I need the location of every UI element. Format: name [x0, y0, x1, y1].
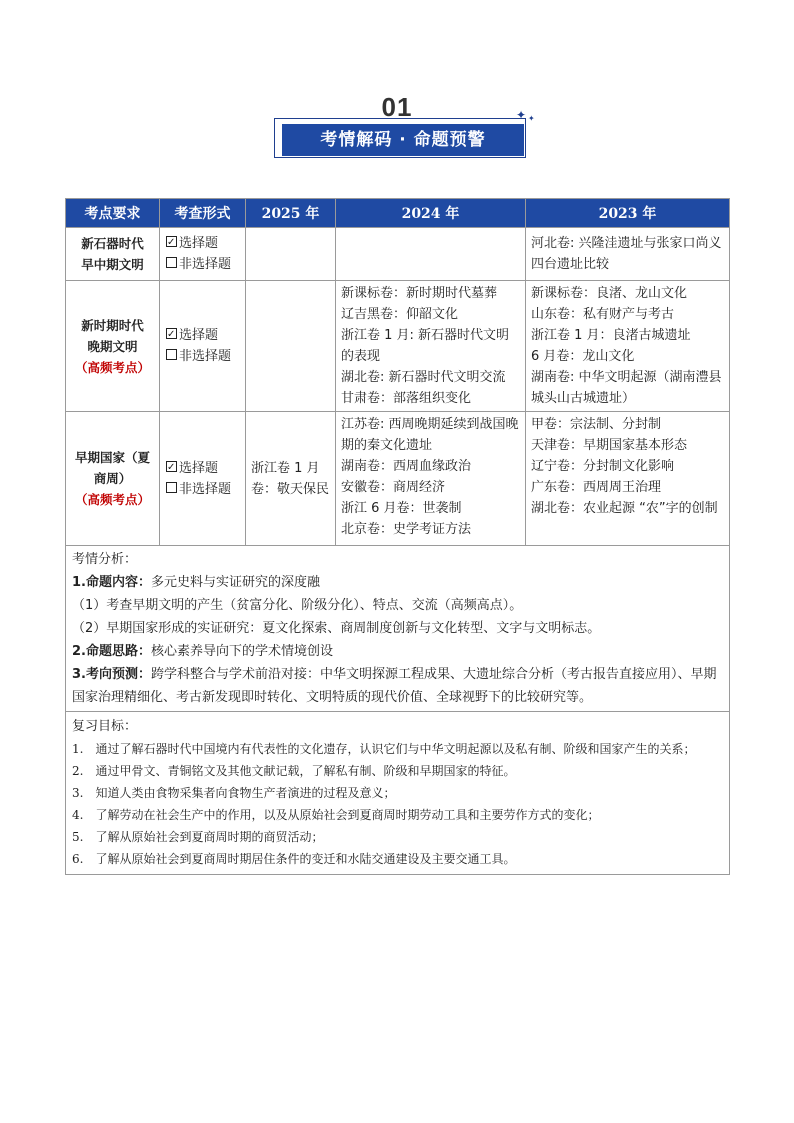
analysis-point-3: 3.考向预测：跨学科整合与学术前沿对接：中华文明探源工程成果、大遗址综合分析（考古报告直接应用）、早期国家治理精细化、考古新发现即时转化、文明特质的现代价值、全球视野下的比较研究等。 — [72, 667, 717, 705]
cell-2023 — [526, 228, 730, 281]
goal-item: 3. 知道人类由食物采集者向食物生产者演进的过程及意义； — [72, 786, 396, 800]
entry: 浙江卷 1 月: 新石器时代文明的表现 — [341, 328, 510, 364]
table-row — [66, 412, 730, 546]
hot-label: （高频考点） — [74, 359, 150, 375]
goal-item: 6. 了解从原始社会到夏商周时期居住条件的变迁和水陆交通建设及主要交通工具。 — [72, 852, 516, 866]
cell-2024 — [336, 412, 526, 546]
entry: 浙江卷 1 月卷：敬天保民 — [251, 460, 330, 497]
checked-box-icon — [166, 328, 177, 339]
option-nonchoice: 非选择题 — [166, 254, 244, 275]
entry: 湖北卷：农业起源 “农”字的创制 — [531, 501, 718, 516]
analysis-point-2: 2.命题思路：核心素养导向下的学术情境创设 — [72, 644, 333, 659]
exam-analysis-table — [65, 198, 730, 875]
cell-2025 — [246, 281, 336, 412]
topic-line: 晚期文明 — [87, 338, 138, 354]
analysis-point-1: 1.命题内容：多元史料与实证研究的深度融 — [72, 575, 320, 590]
entry: 浙江卷 1 月：良渚古城遗址 — [531, 328, 691, 343]
goal-item: 4. 了解劳动在社会生产中的作用，以及从原始社会到夏商周时期劳动工具和主要劳作方式的变化； — [72, 808, 600, 822]
analysis-row — [66, 546, 730, 712]
entry: 辽宁卷：分封制文化影响 — [531, 459, 675, 474]
entry: 北京卷：史学考证方法 — [341, 522, 472, 537]
analysis-subpoint: （1）考查早期文明的产生（贫富分化、阶级分化）、特点、交流（高频高点）。 — [72, 598, 523, 613]
cell-2023 — [526, 412, 730, 546]
checked-box-icon — [166, 236, 177, 247]
entry: 6 月卷：龙山文化 — [531, 349, 635, 364]
entry: 新课标卷：新时期时代墓葬 — [341, 286, 498, 301]
entry: 辽吉黑卷：仰韶文化 — [341, 307, 459, 322]
col-header-topic: 考点要求 — [66, 199, 160, 228]
table-header-row — [66, 199, 730, 228]
cell-2025 — [246, 412, 336, 546]
topic-line: 新石器时代 — [81, 236, 144, 251]
form-cell — [160, 281, 246, 412]
topic-cell — [66, 281, 160, 412]
empty-box-icon — [166, 257, 177, 268]
entry: 湖南卷：西周血缘政治 — [341, 459, 472, 474]
empty-box-icon — [166, 482, 177, 493]
sparkle-icon: ✦ — [516, 108, 527, 122]
form-cell — [160, 228, 246, 281]
table-row — [66, 281, 730, 412]
analysis-subpoint: （2）早期国家形成的实证研究：夏文化探索、商周制度创新与文化转型、文字与文明标志。 — [72, 621, 601, 636]
empty-box-icon — [166, 349, 177, 360]
topic-line: 新时期时代 — [81, 317, 144, 333]
goal-item: 1. 通过了解石器时代中国境内有代表性的文化遗存，认识它们与中华文明起源以及私有制、阶级和国家产生的关系； — [72, 742, 696, 756]
entry: 湖南卷: 中华文明起源（湖南澧县城头山古城遗址） — [531, 370, 722, 406]
topic-line: 早期国家（夏 — [74, 450, 150, 465]
goal-item: 2. 通过甲骨文、青铜铭文及其他文献记载，了解私有制、阶级和早期国家的特征。 — [72, 764, 516, 778]
topic-cell — [66, 228, 160, 281]
section-number: 01 — [381, 92, 413, 122]
banner-title: 考情解码 · 命题预警 — [282, 124, 524, 156]
sparkle-small-icon: ✦ — [528, 114, 535, 123]
option-nonchoice: 非选择题 — [166, 346, 244, 367]
option-choice: ✓选择题 — [166, 458, 244, 479]
option-nonchoice: 非选择题 — [166, 479, 244, 500]
entry: 甘肃卷：部落组织变化 — [341, 391, 472, 406]
entry: 天津卷：早期国家基本形态 — [531, 438, 688, 453]
checked-box-icon — [166, 461, 177, 472]
topic-line: 商周） — [93, 471, 132, 486]
col-header-2024: 2024 年 — [336, 199, 526, 228]
option-choice: ✓选择题 — [166, 233, 244, 254]
goals-heading: 复习目标： — [72, 719, 138, 734]
analysis-heading: 考情分析： — [72, 552, 138, 567]
entry: 江苏卷: 西周晚期延续到战国晚期的秦文化遗址 — [341, 417, 519, 453]
goal-item: 5. 了解从原始社会到夏商周时期的商贸活动； — [72, 830, 324, 844]
entry: 山东卷：私有财产与考古 — [531, 307, 675, 322]
analysis-cell — [66, 546, 730, 712]
entry: 新课标卷：良渚、龙山文化 — [531, 286, 688, 301]
entry: 甲卷：宗法制、分封制 — [531, 417, 662, 432]
col-header-form: 考查形式 — [160, 199, 246, 228]
cell-2025 — [246, 228, 336, 281]
goals-cell — [66, 712, 730, 875]
entry: 河北卷: 兴隆洼遗址与张家口尚义四台遗址比较 — [531, 236, 722, 272]
entry: 湖北卷: 新石器时代文明交流 — [341, 370, 506, 385]
table-row — [66, 228, 730, 281]
cell-2024 — [336, 281, 526, 412]
cell-2024 — [336, 228, 526, 281]
col-header-2025: 2025 年 — [246, 199, 336, 228]
section-banner — [274, 108, 536, 162]
entry: 广东卷：西周周王治理 — [531, 480, 662, 495]
topic-cell — [66, 412, 160, 546]
option-choice: ✓选择题 — [166, 325, 244, 346]
col-header-2023: 2023 年 — [526, 199, 730, 228]
hot-label: （高频考点） — [74, 492, 150, 507]
form-cell — [160, 412, 246, 546]
topic-line: 早中期文明 — [81, 257, 144, 272]
goals-row — [66, 712, 730, 875]
entry: 安徽卷：商周经济 — [341, 480, 446, 495]
cell-2023 — [526, 281, 730, 412]
entry: 浙江 6 月卷：世袭制 — [341, 501, 462, 516]
